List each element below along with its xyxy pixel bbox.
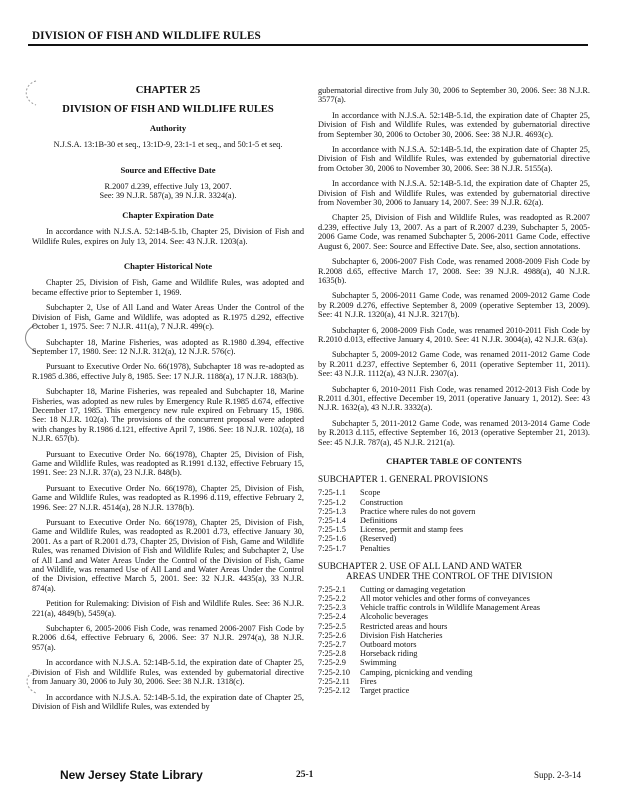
- history-paragraph: Pursuant to Executive Order No. 66(1978), Chapter 25, Division of Fish, Game and Wildlife Rules, was readopted as R.1996 d.119, effective February 2, 1996. See: 27 N.J.R. 4514(a), 28 N.J.R. 1378(b).: [32, 483, 304, 512]
- toc-section-number: 7:25-2.10: [318, 667, 351, 677]
- history-paragraph: Pursuant to Executive Order No. 66(1978), Chapter 25, Division of Fish, Game and Wildlife Rules, was readopted as R.2001 d.73, effective January 30, 2001. As a part of R.2001 d.73, Chapter 25, Division of Fish, Game and Wildlife Rules, was renamed Division of Fish and Wildlife Rules; and Subchapter 2, Use of All Land and Water Areas Under the Control of the Division of Fish, Game and Wildlife, was renamed Use of All Land and Water Areas Under the Control of the Division, effective March 5, 2001. See: 32 N.J.R. 4435(a), 33 N.J.R. 874(a).: [32, 518, 304, 593]
- toc-section-number: 7:25-2.6: [318, 630, 346, 640]
- history-paragraph: Subchapter 2, Use of All Land and Water Areas Under the Control of the Division of Fish, Game and Wildlife, was adopted as R.1975 d.292, effective October 1, 1975. See: 7 N.J.R. 411(a), 7 N.J.R. 499(c).: [32, 303, 304, 332]
- toc-section-title: (Reserved): [360, 534, 397, 544]
- toc-section-title: Camping, picnicking and vending: [360, 667, 473, 677]
- toc-section-title: Practice where rules do not govern: [360, 506, 476, 516]
- toc-entry: [318, 612, 590, 621]
- history-paragraph: Subchapter 5, 2011-2012 Game Code, was renamed 2013-2014 Game Code by R.2013 d.115, effective September 16, 2013 (operative September 21, 2013). See: 45 N.J.R. 787(a), 45 N.J.R. 2121(a).: [318, 418, 590, 447]
- toc-section-title: Restricted areas and hours: [360, 621, 448, 631]
- toc-section-number: 7:25-1.1: [318, 488, 346, 498]
- toc-section-title: Horseback riding: [360, 649, 418, 659]
- toc-section-title: Vehicle traffic controls in Wildlife Management Areas: [360, 603, 540, 613]
- toc-section-number: 7:25-2.8: [318, 649, 346, 659]
- toc-entry: [318, 686, 590, 695]
- history-paragraph: In accordance with N.J.S.A. 52:14B-5.1d, the expiration date of Chapter 25, Division of Fish and Wildlife Rules, was extended by gubernatorial directive from November 30, 2006 to January 14, 2007. See: 39 N.J.R. 62(a).: [318, 179, 590, 208]
- right-column: [318, 86, 590, 695]
- toc-entry: [318, 534, 590, 543]
- history-heading: Chapter Historical Note: [123, 261, 213, 272]
- toc-entry: [318, 658, 590, 667]
- expiration-heading: Chapter Expiration Date: [122, 209, 214, 220]
- toc-entry: [318, 631, 590, 640]
- toc-entry: [318, 585, 590, 594]
- toc-section-title: Construction: [360, 497, 403, 507]
- supplement-date: Supp. 2-3-14: [534, 770, 581, 780]
- toc-section-number: 7:25-2.3: [318, 603, 346, 613]
- subchapter-2-heading-line1: SUBCHAPTER 2. USE OF ALL LAND AND WATER: [318, 560, 523, 571]
- history-paragraph: Subchapter 5, 2006-2011 Game Code, was renamed 2009-2012 Game Code by R.2009 d.276, effective September 8, 2009 (operative September 13, 2009). See: 41 N.J.R. 1320(a), 41 N.J.R. 3217(b).: [318, 291, 590, 320]
- toc-entry: [318, 677, 590, 686]
- chapter-number: CHAPTER 25: [135, 85, 201, 96]
- subchapter-2-heading: [318, 561, 590, 581]
- history-paragraph-continued: gubernatorial directive from July 30, 2006 to September 30, 2006. See: 38 N.J.R. 3577(a).: [318, 86, 590, 105]
- toc-section-number: 7:25-1.7: [318, 543, 346, 553]
- toc-entry: [318, 649, 590, 658]
- toc-section-number: 7:25-2.1: [318, 584, 346, 594]
- history-paragraph: Subchapter 5, 2009-2012 Game Code, was renamed 2011-2012 Game Code by R.2011 d.237, effective September 6, 2011 (operative September 11, 2011). See: 43 N.J.R. 1112(a), 43 N.J.R. 2307(a).: [318, 350, 590, 379]
- toc-section-title: License, permit and stamp fees: [360, 525, 463, 535]
- subchapter-2-heading-line2: AREAS UNDER THE CONTROL OF THE DIVISION: [346, 570, 553, 581]
- history-paragraph: In accordance with N.J.S.A. 52:14B-5.1d, the expiration date of Chapter 25, Division of Fish and Wildlife Rules, was extended by gubernatorial directive from September 30, 2006 to October 30, 2006. See: 38 N.J.R. 4693(c).: [318, 110, 590, 139]
- toc-section-number: 7:25-2.5: [318, 621, 346, 631]
- toc-entry: [318, 640, 590, 649]
- toc-entry: [318, 603, 590, 612]
- toc-entry: [318, 507, 590, 516]
- toc-section-number: 7:25-1.6: [318, 534, 346, 544]
- history-paragraph: Pursuant to Executive Order No. 66(1978), Chapter 25, Division of Fish, Game and Wildlife Rules, was readopted as R.1991 d.132, effective February 15, 1991. See: 23 N.J.R. 37(a), 23 N.J.R. 848(b).: [32, 449, 304, 478]
- running-header: DIVISION OF FISH AND WILDLIFE RULES: [32, 30, 261, 42]
- toc-section-title: Cutting or damaging vegetation: [360, 584, 466, 594]
- chapter-title: DIVISION OF FISH AND WILDLIFE RULES: [62, 104, 274, 116]
- toc-section-number: 7:25-1.4: [318, 516, 346, 526]
- history-paragraph: In accordance with N.J.S.A. 52:14B-5.1d, the expiration date of Chapter 25, Division of Fish and Wildlife Rules, was extended by gubernatorial directive from October 30, 2006 to November 30, 2006. See: 38 N.J.R. 5155(a).: [318, 145, 590, 173]
- source-line: See: 39 N.J.R. 587(a), 39 N.J.R. 3324(a).: [99, 191, 237, 201]
- toc-section-number: 7:25-2.2: [318, 594, 346, 604]
- toc-entry: [318, 498, 590, 507]
- toc-entry: [318, 668, 590, 677]
- toc-section-title: Penalties: [360, 543, 390, 553]
- history-paragraph: Chapter 25, Division of Fish and Wildlife Rules, was readopted as R.2007 d.239, effective July 13, 2007. As a part of R.2007 d.239, Subchapter 5, 2005-2006 Game Code, was renamed Subchapter 5, 2006-2011 Game Code, effective August 6, 2007. See: Source and Effective Date. See, also, section annotations.: [318, 213, 590, 251]
- page-number: 25-1: [296, 770, 314, 780]
- toc-entry: [318, 488, 590, 497]
- toc-section-number: 7:25-2.9: [318, 658, 346, 668]
- toc-section-number: 7:25-1.3: [318, 506, 346, 516]
- history-paragraph: Chapter 25, Division of Fish, Game and Wildlife Rules, was adopted and became effective prior to September 1, 1969.: [32, 278, 304, 297]
- toc-section-title: Target practice: [360, 686, 410, 696]
- source-line: R.2007 d.239, effective July 13, 2007.: [104, 182, 232, 192]
- toc-section-title: Fires: [360, 676, 377, 686]
- subchapter-2-list: [318, 585, 590, 695]
- authority-text: N.J.S.A. 13:1B-30 et seq., 13:1D-9, 23:1-1 et seq., and 50:1-5 et seq.: [53, 140, 283, 150]
- toc-section-title: All motor vehicles and other forms of conveyances: [360, 594, 530, 604]
- toc-section-title: Division Fish Hatcheries: [360, 630, 443, 640]
- subchapter-1-heading: SUBCHAPTER 1. GENERAL PROVISIONS: [318, 474, 489, 485]
- toc-section-number: 7:25-2.4: [318, 612, 346, 622]
- toc-entry: [318, 525, 590, 534]
- toc-entry: [318, 622, 590, 631]
- authority-heading: Authority: [149, 122, 187, 133]
- toc-section-number: 7:25-2.7: [318, 640, 346, 650]
- expiration-text: In accordance with N.J.S.A. 52:14B-5.1b, Chapter 25, Division of Fish and Wildlife Rules, expires on July 13, 2014. See: 43 N.J.R. 1203(a).: [32, 227, 304, 246]
- history-paragraph: Petition for Rulemaking: Division of Fish and Wildlife Rules. See: 36 N.J.R. 221(a), 4849(b), 5459(a).: [32, 599, 304, 618]
- history-paragraph: Subchapter 6, 2010-2011 Fish Code, was renamed 2012-2013 Fish Code by R.2011 d.301, effective December 19, 2011 (operative January 1, 2012). See: 43 N.J.R. 1632(a), 43 N.J.R. 3332(a).: [318, 384, 590, 413]
- history-paragraph: In accordance with N.J.S.A. 52:14B-5.1d, the expiration date of Chapter 25, Division of Fish and Wildlife Rules, was extended by: [32, 692, 304, 711]
- toc-entry: [318, 516, 590, 525]
- history-paragraph: Subchapter 18, Marine Fisheries, was adopted as R.1980 d.394, effective September 17, 1980. See: 12 N.J.R. 312(a), 12 N.J.R. 576(c).: [32, 337, 304, 356]
- toc-section-number: 7:25-1.2: [318, 497, 346, 507]
- history-paragraph: Pursuant to Executive Order No. 66(1978), Subchapter 18 was re-adopted as R.1985 d.386, effective July 8, 1985. See: 17 N.J.R. 1188(a), 17 N.J.R. 1883(b).: [32, 362, 304, 381]
- toc-section-title: Outboard motors: [360, 640, 417, 650]
- toc-entry: [318, 544, 590, 553]
- toc-section-number: 7:25-2.11: [318, 676, 350, 686]
- history-paragraph: Subchapter 6, 2005-2006 Fish Code, was renamed 2006-2007 Fish Code by R.2006 d.64, effective February 6, 2006. See: 37 N.J.R. 2974(a), 38 N.J.R. 957(a).: [32, 624, 304, 652]
- toc-section-title: Swimming: [360, 658, 397, 668]
- subchapter-1-list: [318, 488, 590, 552]
- history-paragraph: Subchapter 6, 2008-2009 Fish Code, was renamed 2010-2011 Fish Code by R.2010 d.013, effective January 4, 2010. See: 41 N.J.R. 3004(a), 42 N.J.R. 63(a).: [318, 325, 590, 344]
- history-paragraph: In accordance with N.J.S.A. 52:14B-5.1d, the expiration date of Chapter 25, Division of Fish and Wildlife Rules, was extended by gubernatorial directive from January 30, 2006 to July 30, 2006. See: 38 N.J.R. 1318(c).: [32, 658, 304, 687]
- library-stamp: New Jersey State Library: [60, 768, 203, 782]
- source-heading: Source and Effective Date: [120, 164, 216, 175]
- toc-title: CHAPTER TABLE OF CONTENTS: [386, 456, 522, 466]
- history-paragraph: Subchapter 18, Marine Fisheries, was repealed and Subchapter 18, Marine Fisheries, was adopted as new rules by Emergency Rule R.1985 d.674, effective December 17, 1985. This emergency new rule expired on February 15, 1986. See: 18 N.J.R. 102(a). The provisions of the concurrent proposal were adopted with changes by R.1986 d.121, effective April 7, 1986. See: 18 N.J.R. 102(a), 18 N.J.R. 657(b).: [32, 387, 304, 444]
- history-paragraph: Subchapter 6, 2006-2007 Fish Code, was renamed 2008-2009 Fish Code by R.2008 d.65, effective March 17, 2008. See: 39 N.J.R. 4988(a), 40 N.J.R. 1635(b).: [318, 257, 590, 285]
- left-column: [32, 86, 304, 717]
- header-rule: [28, 44, 588, 46]
- toc-section-title: Scope: [360, 488, 381, 498]
- toc-section-title: Definitions: [360, 516, 398, 526]
- toc-section-title: Alcoholic beverages: [360, 612, 428, 622]
- toc-section-number: 7:25-1.5: [318, 525, 346, 535]
- toc-section-number: 7:25-2.12: [318, 686, 351, 696]
- toc-entry: [318, 594, 590, 603]
